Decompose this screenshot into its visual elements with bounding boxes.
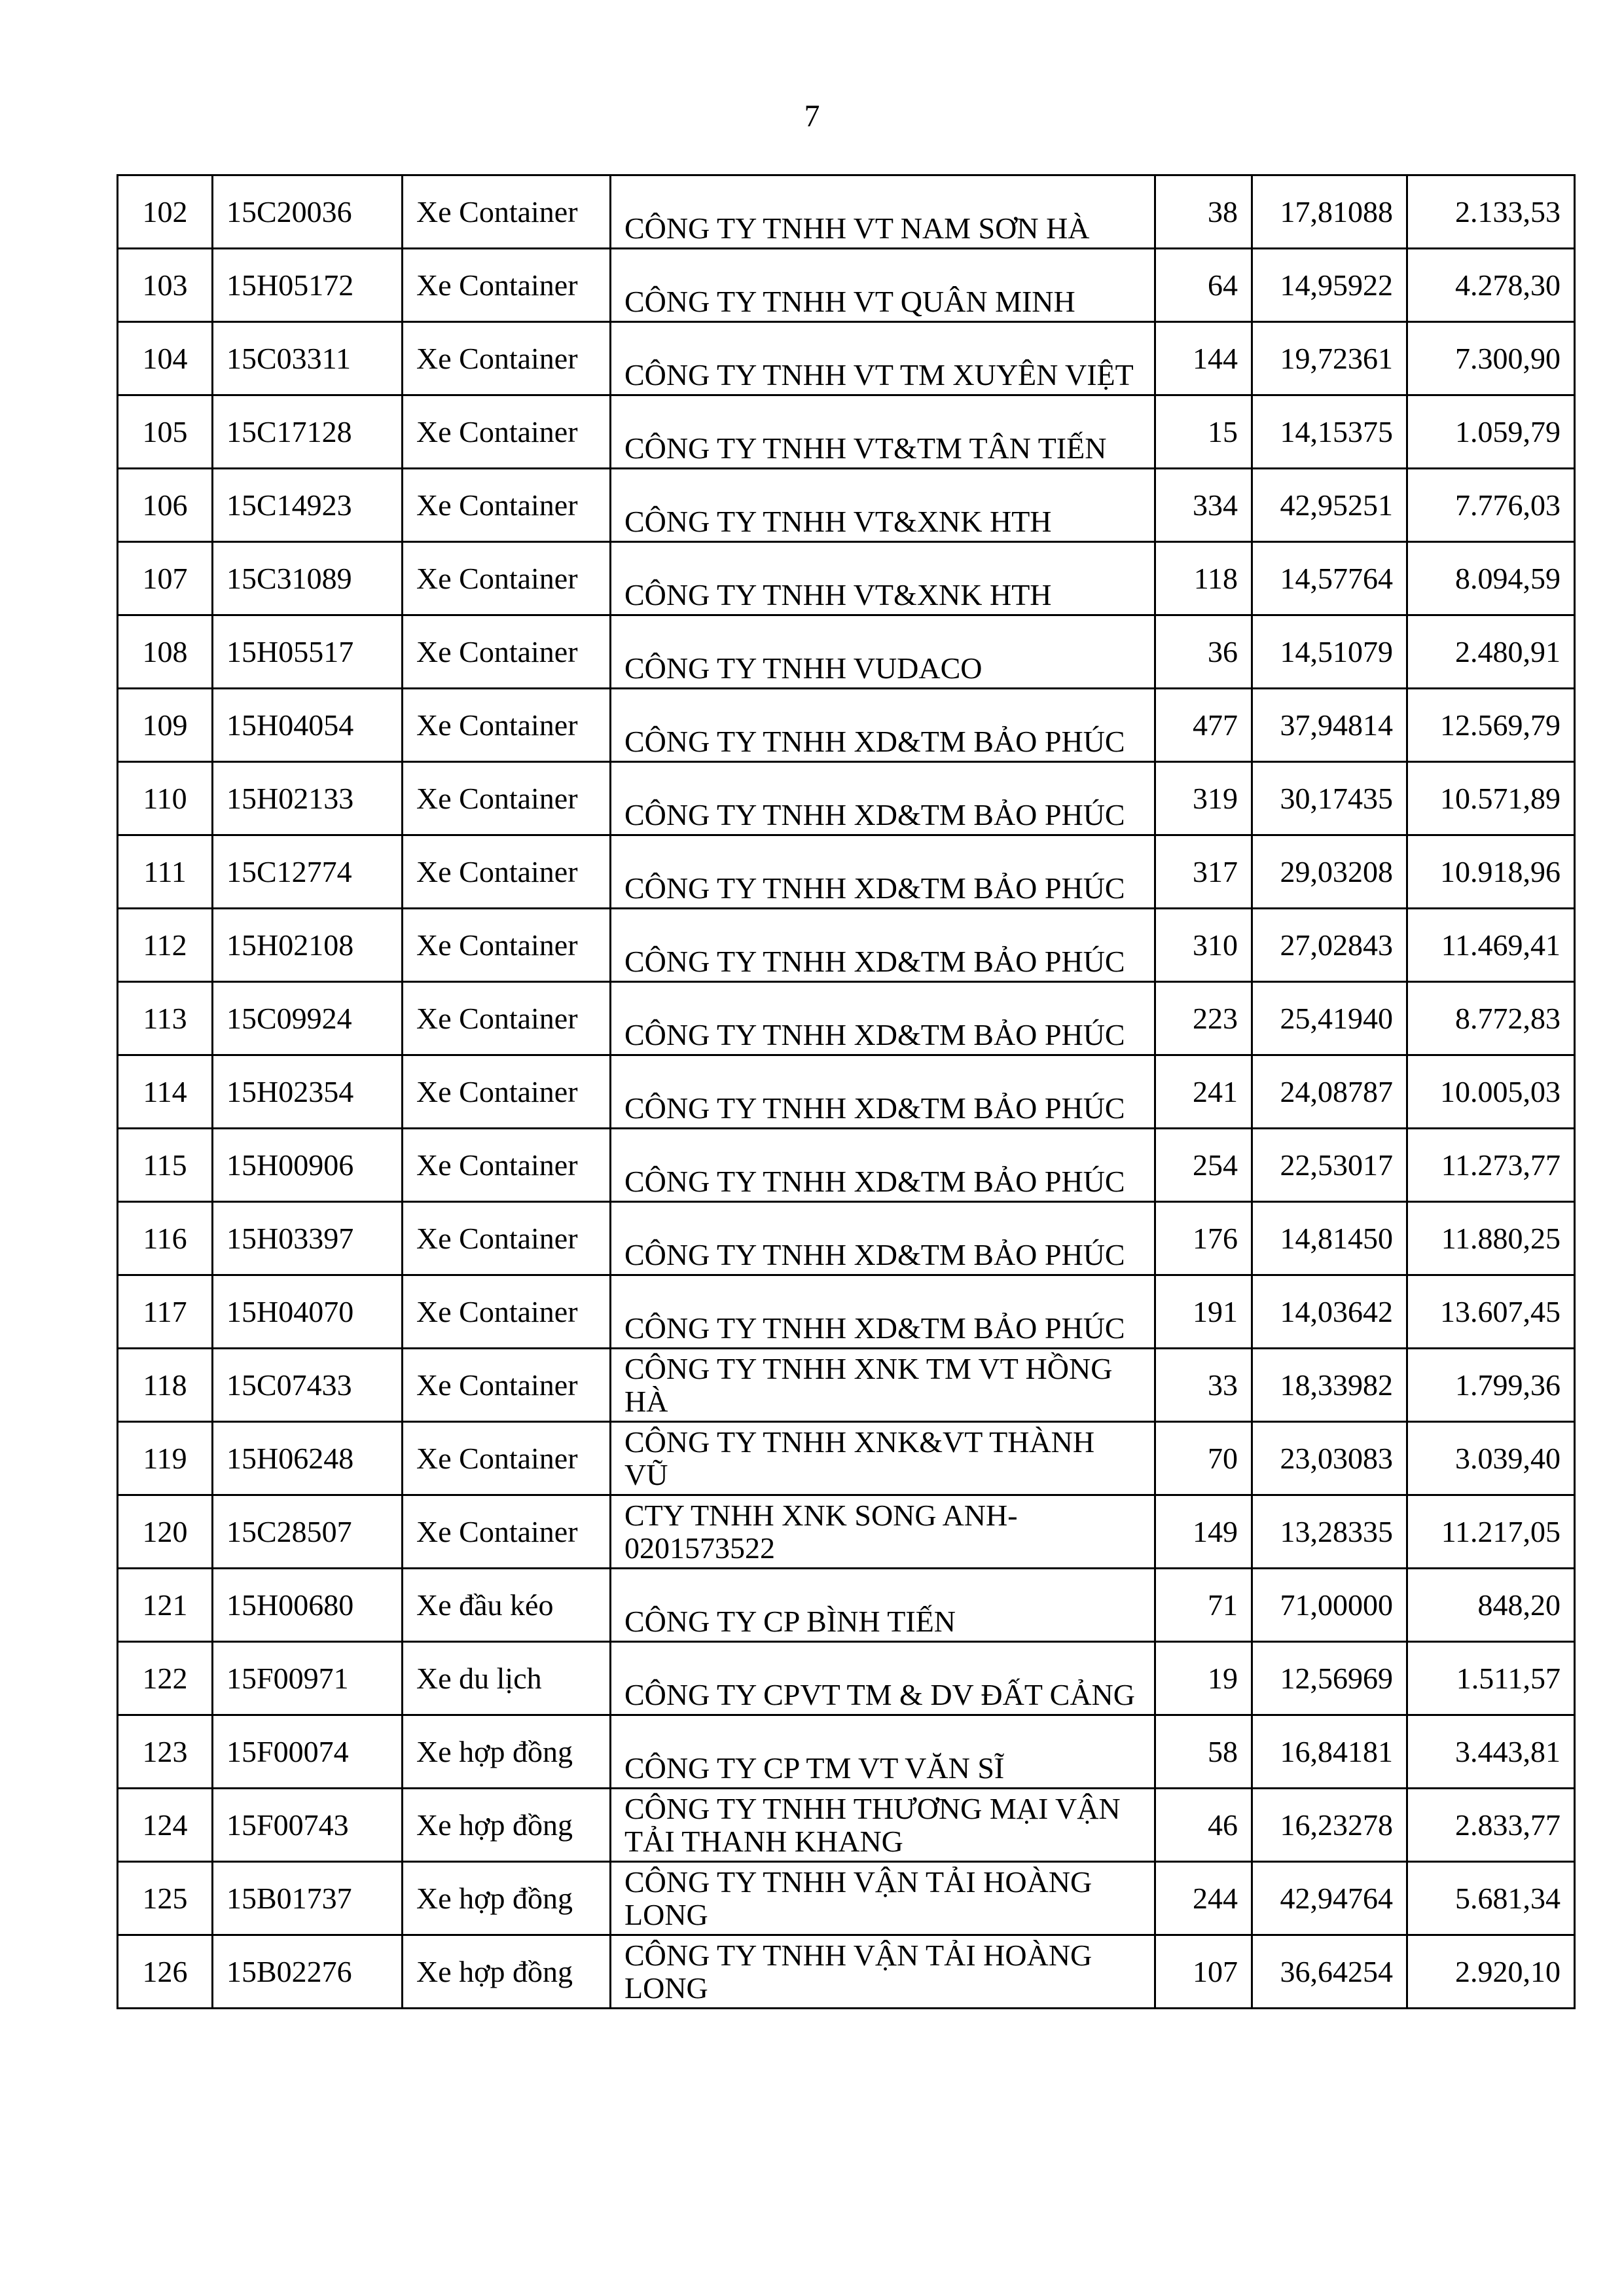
count-cell: 64 <box>1155 249 1252 322</box>
count-cell: 176 <box>1155 1202 1252 1275</box>
value-cell: 14,15375 <box>1252 395 1407 469</box>
company-cell: CTY TNHH XNK SONG ANH-0201573522 <box>611 1495 1155 1569</box>
amount-cell: 2.133,53 <box>1407 175 1575 249</box>
row-number-cell: 110 <box>118 762 213 835</box>
plate-cell: 15F00074 <box>213 1715 403 1789</box>
row-number-cell: 118 <box>118 1349 213 1422</box>
company-cell: CÔNG TY TNHH XNK TM VT HỒNG HÀ <box>611 1349 1155 1422</box>
plate-cell: 15H05517 <box>213 615 403 689</box>
vehicle-type-cell: Xe hợp đồng <box>403 1715 611 1789</box>
company-cell: CÔNG TY TNHH XD&TM BẢO PHÚC <box>611 689 1155 762</box>
plate-cell: 15H04070 <box>213 1275 403 1349</box>
company-cell: CÔNG TY TNHH XD&TM BẢO PHÚC <box>611 1129 1155 1202</box>
value-cell: 19,72361 <box>1252 322 1407 395</box>
row-number-cell: 124 <box>118 1789 213 1862</box>
vehicle-type-cell: Xe Container <box>403 249 611 322</box>
count-cell: 149 <box>1155 1495 1252 1569</box>
vehicle-type-cell: Xe Container <box>403 1275 611 1349</box>
table-row <box>118 1129 1575 1202</box>
plate-cell: 15H05172 <box>213 249 403 322</box>
row-number-cell: 103 <box>118 249 213 322</box>
vehicle-type-cell: Xe Container <box>403 762 611 835</box>
count-cell: 33 <box>1155 1349 1252 1422</box>
count-cell: 70 <box>1155 1422 1252 1495</box>
table-row <box>118 1935 1575 2009</box>
company-cell: CÔNG TY TNHH VT&TM TÂN TIẾN <box>611 395 1155 469</box>
amount-cell: 12.569,79 <box>1407 689 1575 762</box>
company-cell: CÔNG TY TNHH XD&TM BẢO PHÚC <box>611 835 1155 909</box>
row-number-cell: 105 <box>118 395 213 469</box>
value-cell: 14,95922 <box>1252 249 1407 322</box>
table-body <box>118 175 1575 2009</box>
table-row <box>118 395 1575 469</box>
count-cell: 477 <box>1155 689 1252 762</box>
row-number-cell: 113 <box>118 982 213 1055</box>
value-cell: 13,28335 <box>1252 1495 1407 1569</box>
amount-cell: 1.059,79 <box>1407 395 1575 469</box>
count-cell: 58 <box>1155 1715 1252 1789</box>
plate-cell: 15B01737 <box>213 1862 403 1935</box>
vehicle-type-cell: Xe đầu kéo <box>403 1569 611 1642</box>
value-cell: 71,00000 <box>1252 1569 1407 1642</box>
table-row <box>118 1422 1575 1495</box>
row-number-cell: 123 <box>118 1715 213 1789</box>
value-cell: 24,08787 <box>1252 1055 1407 1129</box>
value-cell: 37,94814 <box>1252 689 1407 762</box>
plate-cell: 15H02133 <box>213 762 403 835</box>
vehicle-type-cell: Xe Container <box>403 615 611 689</box>
company-cell: CÔNG TY TNHH XD&TM BẢO PHÚC <box>611 909 1155 982</box>
table-row <box>118 762 1575 835</box>
vehicle-type-cell: Xe Container <box>403 1202 611 1275</box>
amount-cell: 2.833,77 <box>1407 1789 1575 1862</box>
table-row <box>118 982 1575 1055</box>
table-row <box>118 1275 1575 1349</box>
count-cell: 319 <box>1155 762 1252 835</box>
company-cell: CÔNG TY TNHH VT NAM SƠN HÀ <box>611 175 1155 249</box>
amount-cell: 4.278,30 <box>1407 249 1575 322</box>
vehicle-type-cell: Xe Container <box>403 1422 611 1495</box>
plate-cell: 15B02276 <box>213 1935 403 2009</box>
value-cell: 17,81088 <box>1252 175 1407 249</box>
plate-cell: 15C17128 <box>213 395 403 469</box>
company-cell: CÔNG TY TNHH VT&XNK HTH <box>611 542 1155 615</box>
amount-cell: 1.511,57 <box>1407 1642 1575 1715</box>
vehicle-type-cell: Xe Container <box>403 835 611 909</box>
table-row <box>118 175 1575 249</box>
table-row <box>118 835 1575 909</box>
amount-cell: 3.039,40 <box>1407 1422 1575 1495</box>
table-row <box>118 1642 1575 1715</box>
amount-cell: 7.300,90 <box>1407 322 1575 395</box>
row-number-cell: 109 <box>118 689 213 762</box>
plate-cell: 15H00680 <box>213 1569 403 1642</box>
value-cell: 16,84181 <box>1252 1715 1407 1789</box>
vehicle-type-cell: Xe hợp đồng <box>403 1862 611 1935</box>
count-cell: 118 <box>1155 542 1252 615</box>
plate-cell: 15C28507 <box>213 1495 403 1569</box>
plate-cell: 15H03397 <box>213 1202 403 1275</box>
count-cell: 254 <box>1155 1129 1252 1202</box>
row-number-cell: 117 <box>118 1275 213 1349</box>
company-cell: CÔNG TY CPVT TM & DV ĐẤT CẢNG <box>611 1642 1155 1715</box>
company-cell: CÔNG TY TNHH XD&TM BẢO PHÚC <box>611 762 1155 835</box>
row-number-cell: 120 <box>118 1495 213 1569</box>
table-row <box>118 615 1575 689</box>
vehicle-type-cell: Xe Container <box>403 1349 611 1422</box>
value-cell: 22,53017 <box>1252 1129 1407 1202</box>
table-row <box>118 909 1575 982</box>
row-number-cell: 122 <box>118 1642 213 1715</box>
amount-cell: 8.094,59 <box>1407 542 1575 615</box>
count-cell: 241 <box>1155 1055 1252 1129</box>
plate-cell: 15C07433 <box>213 1349 403 1422</box>
plate-cell: 15F00743 <box>213 1789 403 1862</box>
count-cell: 71 <box>1155 1569 1252 1642</box>
company-cell: CÔNG TY CP BÌNH TIẾN <box>611 1569 1155 1642</box>
amount-cell: 11.880,25 <box>1407 1202 1575 1275</box>
value-cell: 42,95251 <box>1252 469 1407 542</box>
amount-cell: 10.571,89 <box>1407 762 1575 835</box>
row-number-cell: 102 <box>118 175 213 249</box>
row-number-cell: 106 <box>118 469 213 542</box>
vehicle-type-cell: Xe Container <box>403 542 611 615</box>
count-cell: 191 <box>1155 1275 1252 1349</box>
plate-cell: 15F00971 <box>213 1642 403 1715</box>
amount-cell: 2.480,91 <box>1407 615 1575 689</box>
vehicle-type-cell: Xe Container <box>403 175 611 249</box>
count-cell: 36 <box>1155 615 1252 689</box>
amount-cell: 8.772,83 <box>1407 982 1575 1055</box>
value-cell: 25,41940 <box>1252 982 1407 1055</box>
count-cell: 144 <box>1155 322 1252 395</box>
vehicle-table <box>117 174 1576 2009</box>
vehicle-type-cell: Xe Container <box>403 1055 611 1129</box>
row-number-cell: 126 <box>118 1935 213 2009</box>
company-cell: CÔNG TY TNHH THƯƠNG MẠI VẬN TẢI THANH KHANG <box>611 1789 1155 1862</box>
company-cell: CÔNG TY TNHH XD&TM BẢO PHÚC <box>611 1055 1155 1129</box>
company-cell: CÔNG TY TNHH XD&TM BẢO PHÚC <box>611 1275 1155 1349</box>
row-number-cell: 107 <box>118 542 213 615</box>
value-cell: 18,33982 <box>1252 1349 1407 1422</box>
table-row <box>118 1202 1575 1275</box>
company-cell: CÔNG TY TNHH XNK&VT THÀNH VŨ <box>611 1422 1155 1495</box>
count-cell: 107 <box>1155 1935 1252 2009</box>
value-cell: 14,51079 <box>1252 615 1407 689</box>
table-row <box>118 1055 1575 1129</box>
amount-cell: 2.920,10 <box>1407 1935 1575 2009</box>
row-number-cell: 125 <box>118 1862 213 1935</box>
plate-cell: 15C31089 <box>213 542 403 615</box>
row-number-cell: 116 <box>118 1202 213 1275</box>
table-row <box>118 689 1575 762</box>
amount-cell: 11.273,77 <box>1407 1129 1575 1202</box>
row-number-cell: 114 <box>118 1055 213 1129</box>
company-cell: CÔNG TY CP TM VT VĂN SĨ <box>611 1715 1155 1789</box>
table-row <box>118 1495 1575 1569</box>
table-row <box>118 1715 1575 1789</box>
plate-cell: 15H06248 <box>213 1422 403 1495</box>
row-number-cell: 108 <box>118 615 213 689</box>
row-number-cell: 121 <box>118 1569 213 1642</box>
count-cell: 310 <box>1155 909 1252 982</box>
company-cell: CÔNG TY TNHH VUDACO <box>611 615 1155 689</box>
vehicle-type-cell: Xe Container <box>403 322 611 395</box>
amount-cell: 10.005,03 <box>1407 1055 1575 1129</box>
company-cell: CÔNG TY TNHH VẬN TẢI HOÀNG LONG <box>611 1862 1155 1935</box>
value-cell: 23,03083 <box>1252 1422 1407 1495</box>
plate-cell: 15H02354 <box>213 1055 403 1129</box>
plate-cell: 15C14923 <box>213 469 403 542</box>
amount-cell: 1.799,36 <box>1407 1349 1575 1422</box>
value-cell: 36,64254 <box>1252 1935 1407 2009</box>
vehicle-type-cell: Xe Container <box>403 982 611 1055</box>
vehicle-type-cell: Xe Container <box>403 469 611 542</box>
company-cell: CÔNG TY TNHH VT QUÂN MINH <box>611 249 1155 322</box>
plate-cell: 15C20036 <box>213 175 403 249</box>
company-cell: CÔNG TY TNHH VẬN TẢI HOÀNG LONG <box>611 1935 1155 2009</box>
amount-cell: 11.217,05 <box>1407 1495 1575 1569</box>
value-cell: 42,94764 <box>1252 1862 1407 1935</box>
row-number-cell: 104 <box>118 322 213 395</box>
company-cell: CÔNG TY TNHH XD&TM BẢO PHÚC <box>611 1202 1155 1275</box>
amount-cell: 10.918,96 <box>1407 835 1575 909</box>
vehicle-type-cell: Xe Container <box>403 909 611 982</box>
count-cell: 46 <box>1155 1789 1252 1862</box>
value-cell: 14,03642 <box>1252 1275 1407 1349</box>
count-cell: 317 <box>1155 835 1252 909</box>
company-cell: CÔNG TY TNHH VT&XNK HTH <box>611 469 1155 542</box>
table-row <box>118 469 1575 542</box>
vehicle-type-cell: Xe du lịch <box>403 1642 611 1715</box>
vehicle-type-cell: Xe hợp đồng <box>403 1935 611 2009</box>
count-cell: 38 <box>1155 175 1252 249</box>
table-row <box>118 1569 1575 1642</box>
table-row <box>118 1789 1575 1862</box>
plate-cell: 15H00906 <box>213 1129 403 1202</box>
company-cell: CÔNG TY TNHH XD&TM BẢO PHÚC <box>611 982 1155 1055</box>
value-cell: 12,56969 <box>1252 1642 1407 1715</box>
plate-cell: 15C12774 <box>213 835 403 909</box>
plate-cell: 15H04054 <box>213 689 403 762</box>
count-cell: 223 <box>1155 982 1252 1055</box>
row-number-cell: 119 <box>118 1422 213 1495</box>
amount-cell: 11.469,41 <box>1407 909 1575 982</box>
table-row <box>118 322 1575 395</box>
vehicle-type-cell: Xe hợp đồng <box>403 1789 611 1862</box>
amount-cell: 13.607,45 <box>1407 1275 1575 1349</box>
vehicle-type-cell: Xe Container <box>403 689 611 762</box>
vehicle-type-cell: Xe Container <box>403 1495 611 1569</box>
company-cell: CÔNG TY TNHH VT TM XUYÊN VIỆT <box>611 322 1155 395</box>
amount-cell: 848,20 <box>1407 1569 1575 1642</box>
vehicle-type-cell: Xe Container <box>403 395 611 469</box>
value-cell: 30,17435 <box>1252 762 1407 835</box>
row-number-cell: 115 <box>118 1129 213 1202</box>
value-cell: 14,81450 <box>1252 1202 1407 1275</box>
plate-cell: 15H02108 <box>213 909 403 982</box>
table-row <box>118 1862 1575 1935</box>
count-cell: 244 <box>1155 1862 1252 1935</box>
table-row <box>118 249 1575 322</box>
page-number: 7 <box>804 99 820 134</box>
table-row <box>118 542 1575 615</box>
vehicle-type-cell: Xe Container <box>403 1129 611 1202</box>
value-cell: 29,03208 <box>1252 835 1407 909</box>
plate-cell: 15C03311 <box>213 322 403 395</box>
amount-cell: 7.776,03 <box>1407 469 1575 542</box>
row-number-cell: 112 <box>118 909 213 982</box>
table-row <box>118 1349 1575 1422</box>
row-number-cell: 111 <box>118 835 213 909</box>
count-cell: 15 <box>1155 395 1252 469</box>
count-cell: 19 <box>1155 1642 1252 1715</box>
plate-cell: 15C09924 <box>213 982 403 1055</box>
value-cell: 16,23278 <box>1252 1789 1407 1862</box>
value-cell: 27,02843 <box>1252 909 1407 982</box>
count-cell: 334 <box>1155 469 1252 542</box>
amount-cell: 5.681,34 <box>1407 1862 1575 1935</box>
value-cell: 14,57764 <box>1252 542 1407 615</box>
amount-cell: 3.443,81 <box>1407 1715 1575 1789</box>
